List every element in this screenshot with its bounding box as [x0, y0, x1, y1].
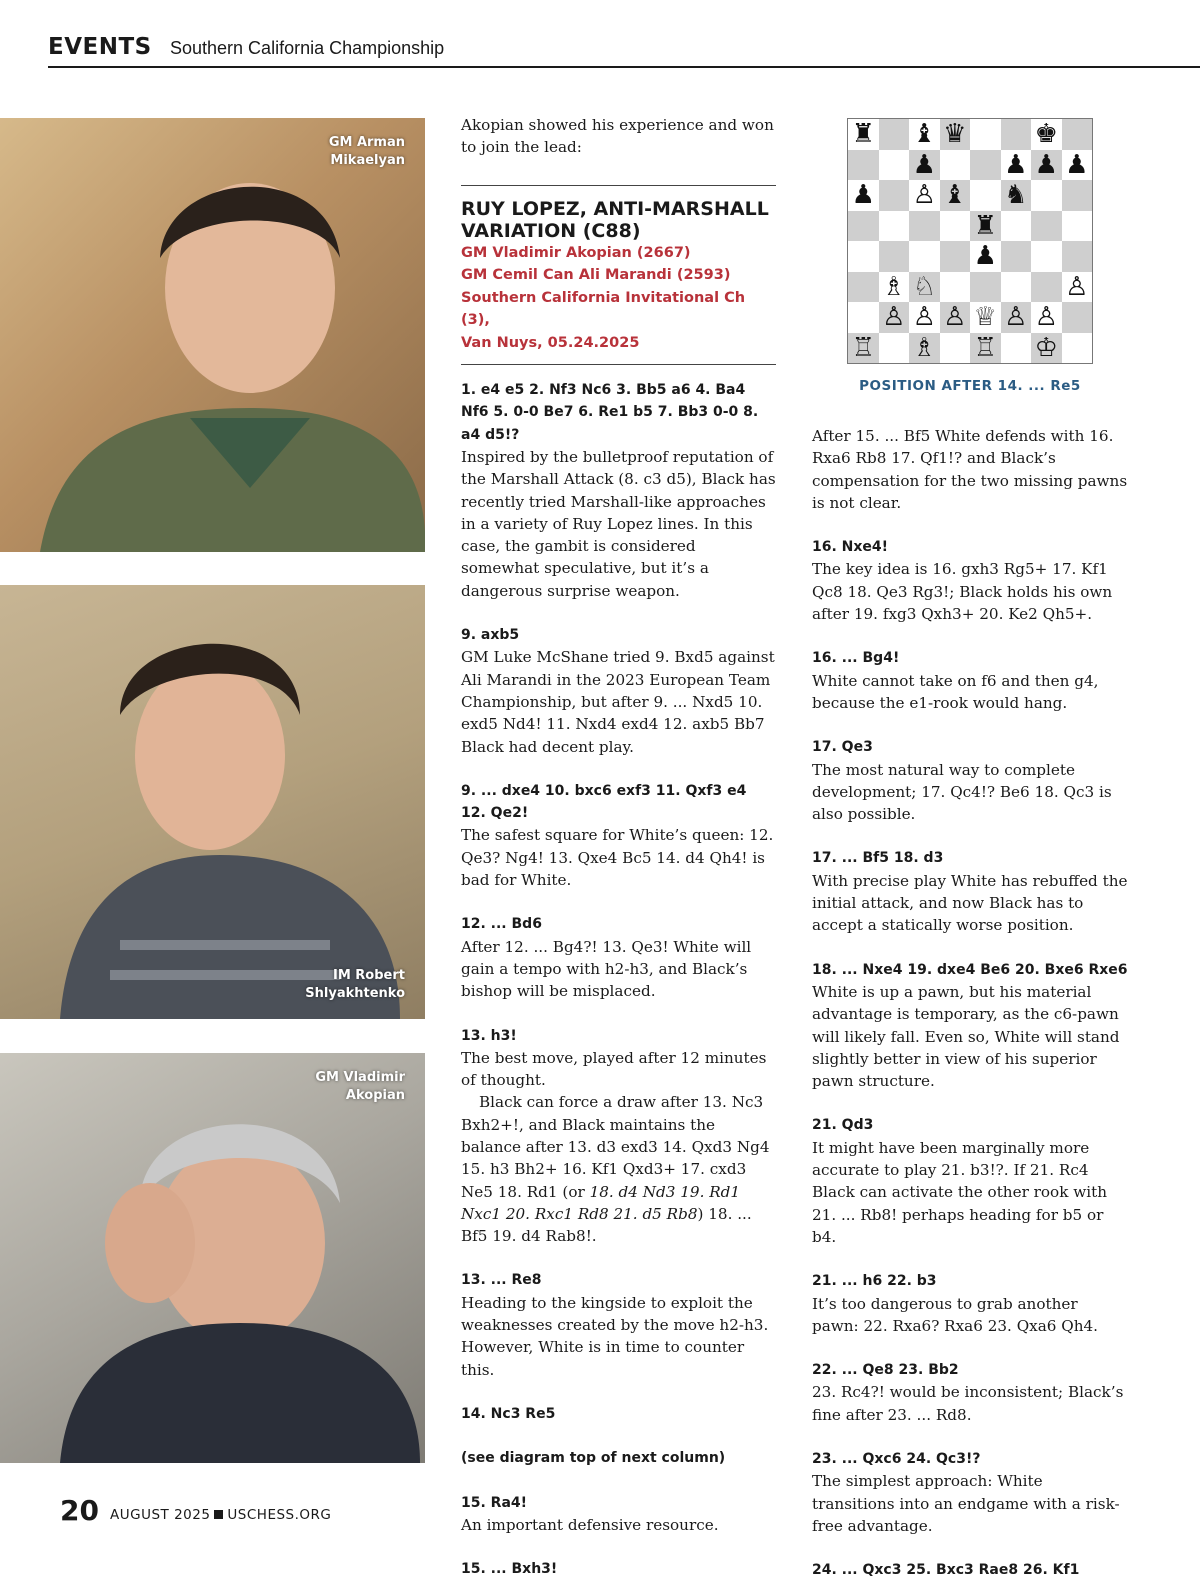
chess-piece: ♖ [973, 332, 997, 363]
board-square [1031, 333, 1062, 364]
annotation-text: The safest square for White’s queen: 12. Qe3? Ng4! 13. Qxe4 Bc5 14. d4 Qh4! is bad for White. [461, 826, 774, 890]
move-text: 17. Qe3 [812, 739, 873, 756]
move-text: 21. ... h6 22. b3 [812, 1273, 937, 1290]
annotation-text: GM Luke McShane tried 9. Bxd5 against Ali Marandi in the 2023 European Team Championship, but after 9. ... Nxd5 10. exd5 Nd4! 11. Nxd4 exd4 12. axb5 Bb7 Black had decent play. [461, 648, 775, 756]
board-square [1062, 241, 1093, 272]
intro-text: Akopian showed his experience and won to join the lead: [461, 116, 774, 157]
board-square [940, 302, 971, 333]
board-square [940, 241, 971, 272]
board-square [1001, 241, 1032, 272]
board-square [879, 119, 910, 150]
annotation-text: The simplest approach: White transitions into an endgame with a risk-free advantage. [812, 1472, 1120, 1535]
board-square [1062, 333, 1093, 364]
diagram-caption: POSITION AFTER 14. ... Re5 [859, 378, 1081, 394]
chess-piece: ♟ [1034, 149, 1058, 180]
board-square [970, 272, 1001, 303]
board-square [879, 302, 910, 333]
chess-piece: ♙ [1034, 302, 1058, 333]
chess-piece: ♚ [1034, 119, 1058, 150]
chess-piece: ♟ [1065, 149, 1089, 180]
chess-piece: ♟ [1004, 149, 1028, 180]
board-square [1062, 302, 1093, 333]
chess-piece: ♛ [943, 119, 967, 150]
portrait-illustration [0, 1053, 425, 1463]
board-square [1001, 211, 1032, 242]
board-square [909, 211, 940, 242]
board-square [909, 180, 940, 211]
board-square [909, 241, 940, 272]
move-text: 13. h3! [461, 1027, 517, 1044]
chess-piece: ♘ [912, 271, 936, 302]
chess-piece: ♟ [973, 241, 997, 272]
article-column-1 [461, 114, 776, 1580]
board-square [1001, 333, 1032, 364]
board-square [909, 333, 940, 364]
board-square [879, 272, 910, 303]
event-title: Southern California Championship [170, 38, 445, 58]
board-square [1062, 150, 1093, 181]
annotation-text: It might have been marginally more accurate to play 21. b3!?. If 21. Rc4 Black can activate the other rook with 21. ... Rb8! perhaps heading for b5 or b4. [812, 1138, 1107, 1246]
board-square [909, 150, 940, 181]
game-title: RUY LOPEZ, ANTI-MARSHALL VARIATION (C88) [461, 197, 769, 242]
board-square [1031, 119, 1062, 150]
board-square [879, 241, 910, 272]
move-text: 21. Qd3 [812, 1117, 874, 1134]
photo-caption: IM Robert Shlyakhtenko [305, 968, 405, 1001]
annotation-text: An important defensive resource. [461, 1515, 719, 1534]
chess-piece: ♖ [851, 332, 875, 363]
board-square [1031, 180, 1062, 211]
chess-piece: ♙ [882, 302, 906, 333]
black-player: GM Cemil Can Ali Marandi (2593) [461, 267, 731, 284]
move-text: 9. ... dxe4 10. bxc6 exf3 11. Qxf3 e4 12. Qe2! [461, 782, 747, 822]
annotation-text: The most natural way to complete development; 17. Qc4!? Be6 18. Qc3 is also possible. [812, 760, 1112, 824]
board-square [848, 180, 879, 211]
chess-piece: ♗ [912, 332, 936, 363]
board-square [970, 333, 1001, 364]
board-square [1031, 272, 1062, 303]
game-event: Southern California Invitational Ch (3), [461, 289, 746, 329]
move-text: 9. axb5 [461, 627, 520, 644]
board-square [970, 211, 1001, 242]
board-square [1062, 272, 1093, 303]
photo-caption: GM Vladimir Akopian [315, 1070, 405, 1103]
article-column-2 [812, 425, 1128, 1581]
chess-piece: ♟ [851, 180, 875, 211]
move-text: 24. ... Qxc3 25. Bxc3 Rae8 26. Kf1 [812, 1562, 1080, 1579]
board-square [879, 333, 910, 364]
move-text: 14. Nc3 Re5 [461, 1405, 556, 1422]
annotation-text: White is up a pawn, but his material advantage is temporary, as the c6-pawn will likely fall. Even so, White will stand slightly better in view of his superior pawn structure. [812, 982, 1120, 1091]
board-square [1062, 119, 1093, 150]
photo-caption: GM Arman Mikaelyan [328, 135, 405, 168]
move-text: 23. ... Qxc6 24. Qc3!? [812, 1450, 981, 1467]
annotation-text: It’s too dangerous to grab another pawn: 22. Rxa6? Rxa6 23. Qxa6 Qh4. [812, 1294, 1098, 1335]
annotation-text: 23. Rc4?! would be inconsistent; Black’s fine after 23. ... Rd8. [812, 1383, 1124, 1424]
move-text: 17. ... Bf5 18. d3 [812, 850, 944, 867]
board-square [940, 150, 971, 181]
chess-piece: ♔ [1034, 332, 1058, 363]
separator-square-icon [214, 1510, 223, 1519]
chess-piece: ♝ [912, 119, 936, 150]
annotation-text: Inspired by the bulletproof reputation of the Marshall Attack (8. c3 d5), Black has recently tried Marshall-like approaches in a variety of Ruy Lopez lines. In this case, the gambit is considered somewhat speculative, but it’s a dangerous surprise weapon. [461, 447, 776, 600]
issue-info: AUGUST 2025 USCHESS.ORG [110, 1507, 332, 1523]
annotation-text: After 15. ... Bf5 White defends with 16. Rxa6 Rb8 17. Qf1!? and Black’s compensation for the two missing pawns is not clear. [812, 427, 1128, 512]
board-square [970, 180, 1001, 211]
board-square [879, 211, 910, 242]
board-square [848, 302, 879, 333]
board-square [1001, 150, 1032, 181]
chess-piece: ♕ [973, 302, 997, 333]
move-text: 12. ... Bd6 [461, 916, 542, 933]
chess-piece: ♜ [851, 119, 875, 150]
board-square [1031, 150, 1062, 181]
move-text: 18. ... Nxe4 19. dxe4 Be6 20. Bxe6 Rxe6 [812, 961, 1128, 978]
photo-mikaelyan [0, 118, 425, 552]
board-square [909, 119, 940, 150]
move-text: 15. ... Bxh3! [461, 1561, 558, 1578]
annotation-text: Heading to the kingside to exploit the weaknesses created by the move h2-h3. However, White is in time to counter this. [461, 1293, 769, 1379]
annotation-text: After 12. ... Bg4?! 13. Qe3! White will gain a tempo with h2-h3, and Black’s bishop will be misplaced. [461, 937, 752, 1001]
page-header [48, 30, 1200, 68]
annotation-text: The best move, played after 12 minutes of thought. [461, 1048, 767, 1090]
chess-piece: ♙ [943, 302, 967, 333]
board-square [879, 150, 910, 181]
move-text: 1. e4 e5 2. Nf3 Nc6 3. Bb5 a6 4. Ba4 Nf6 5. 0-0 Be7 6. Re1 b5 7. Bb3 0-0 8. a4 d5!? [461, 382, 759, 443]
board-square [1062, 211, 1093, 242]
board-square [848, 211, 879, 242]
board-square [1031, 241, 1062, 272]
board-square [970, 241, 1001, 272]
portrait-illustration [0, 118, 425, 552]
annotation-text: The key idea is 16. gxh3 Rg5+ 17. Kf1 Qc8 18. Qe3 Rg3!; Black holds his own after 19. fxg3 Qxh3+ 20. Ke2 Qh5+. [812, 560, 1113, 624]
board-square [1001, 119, 1032, 150]
board-square [940, 180, 971, 211]
move-text: 16. Nxe4! [812, 539, 889, 556]
board-square [848, 333, 879, 364]
chess-diagram [847, 118, 1093, 364]
section-label: EVENTS [48, 34, 152, 60]
diagram-reference: (see diagram top of next column) [461, 1450, 726, 1467]
annotation-text: Black can force a draw after 13. Nc3 Bxh2+!, and Black maintains the balance after 13. d3 exd3 14. Qxd3 Ng4 15. h3 Bh2+ 16. Kf1 Qxd3+ 17. cxd3 Ne5 18. Rd1 (or 18. d4 Nd3 19. Rd1 Nxc1 20. Rxc1 Rd8 21. d5 Rb8) 18. ... Bf5 19. d4 Rab8!. [461, 1093, 770, 1246]
board-square [848, 119, 879, 150]
move-text: 22. ... Qe8 23. Bb2 [812, 1362, 959, 1379]
annotation-text: With precise play White has rebuffed the initial attack, and now Black has to accept a statically worse position. [812, 871, 1128, 935]
page-number: 20 [60, 1494, 99, 1527]
board-square [1001, 180, 1032, 211]
move-text: 13. ... Re8 [461, 1272, 542, 1289]
board-square [848, 150, 879, 181]
photo-akopian [0, 1053, 425, 1463]
chess-piece: ♜ [973, 210, 997, 241]
move-text: 16. ... Bg4! [812, 650, 900, 667]
board-square [1031, 211, 1062, 242]
board-square [909, 302, 940, 333]
chess-piece: ♙ [1004, 302, 1028, 333]
move-text: 15. Ra4! [461, 1494, 528, 1511]
board-square [1001, 302, 1032, 333]
board-square [848, 241, 879, 272]
board-square [940, 211, 971, 242]
chess-piece: ♙ [1065, 271, 1089, 302]
chess-piece: ♗ [882, 271, 906, 302]
annotation-text: White cannot take on f6 and then g4, because the e1-rook would hang. [812, 671, 1099, 712]
board-square [1001, 272, 1032, 303]
portrait-illustration [0, 585, 425, 1019]
chess-piece: ♞ [1004, 180, 1028, 211]
board-square [879, 180, 910, 211]
board-square [970, 119, 1001, 150]
chess-piece: ♟ [912, 149, 936, 180]
board-square [848, 272, 879, 303]
board-square [970, 302, 1001, 333]
board-square [970, 150, 1001, 181]
chess-piece: ♙ [912, 180, 936, 211]
board-square [940, 119, 971, 150]
chess-piece: ♙ [912, 302, 936, 333]
board-square [1031, 302, 1062, 333]
board-square [909, 272, 940, 303]
board-square [940, 272, 971, 303]
photo-shlyakhtenko [0, 585, 425, 1019]
game-header [461, 185, 776, 366]
board-square [1062, 180, 1093, 211]
white-player: GM Vladimir Akopian (2667) [461, 244, 691, 261]
chess-piece: ♝ [943, 180, 967, 211]
board-square [940, 333, 971, 364]
game-place-date: Van Nuys, 05.24.2025 [461, 334, 640, 351]
